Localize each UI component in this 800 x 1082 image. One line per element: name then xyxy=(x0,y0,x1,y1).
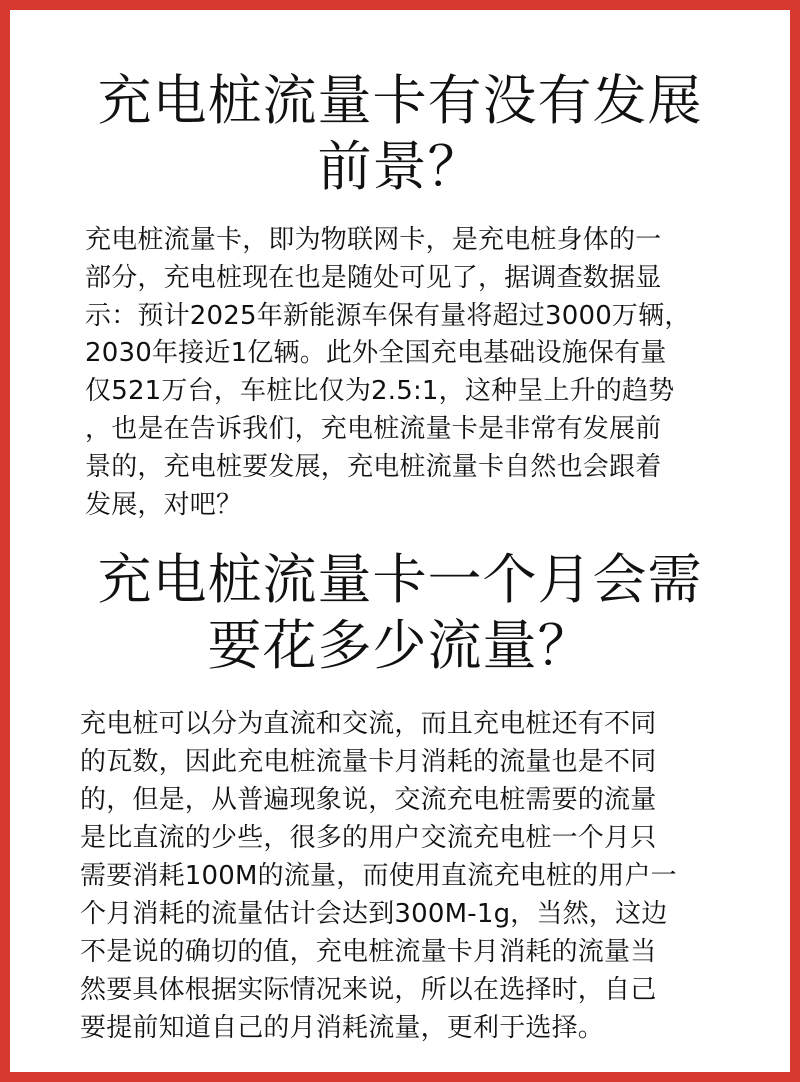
section-2-paragraph: 充电桩可以分为直流和交流，而且充电桩还有不同 的瓦数，因此充电桩流量卡月消耗的流量也是不同 的，但是，从普遍现象说，交流充电桩需要的流量 是比直流的少些，很多的用户交流充电桩一个月只 需要消耗100M的流量，而使用直流充电桩的用户一 个月消耗的流量估计会达到300M-1g，当然，这边 不是说的确切的值，充电桩流量卡月消耗的流量当 然要具体根据实际情况来说，所以在选择时，自己 要提前知道自己的月消耗流量，更利于选择。 xyxy=(80,709,677,1043)
section-2-heading: 充电桩流量卡一个月会需 要花多少流量？ xyxy=(97,548,703,677)
section-1-paragraph: 充电桩流量卡，即为物联网卡，是充电桩身体的一 部分，充电桩现在也是随处可见了，据调查数据显 示：预计2025年新能源车保有量将超过3000万辆， 2030年接近1亿辆。此外全国充电基础设施保有量 仅521万台，车桩比仅为2.5:1，这种呈上升的趋势 ，也是在告诉我们，充电桩流量卡是非常有发展前 景的，充电桩要发展，充电桩流量卡自然也会跟着 发展，对吧？ xyxy=(85,225,691,520)
section-1-heading: 充电桩流量卡有没有发展 前景？ xyxy=(97,69,703,198)
